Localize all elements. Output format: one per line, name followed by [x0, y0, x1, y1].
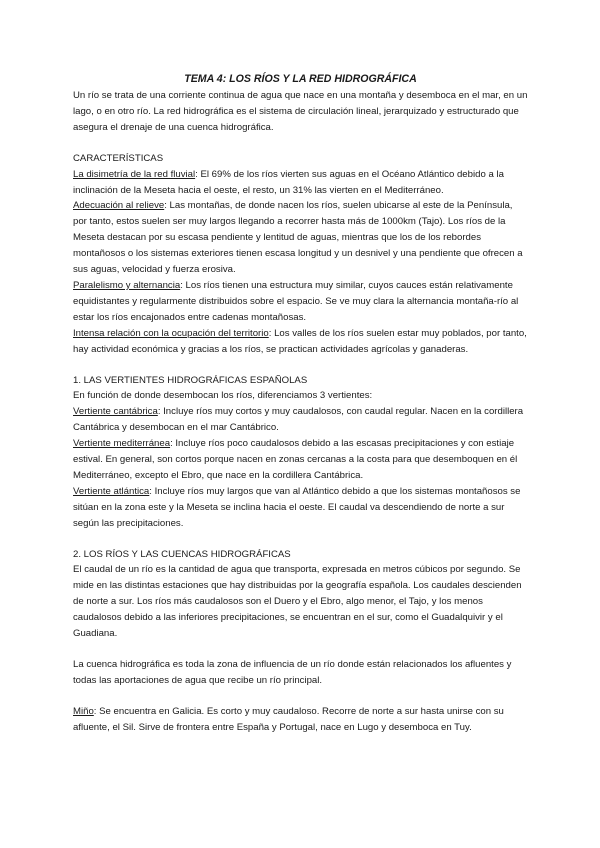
caracteristicas-heading: CARACTERÍSTICAS: [73, 152, 164, 164]
caudal-paragraph: El caudal de un río es la cantidad de agua que transporta, expresada en metros cúbicos por segundo. Se mide en las distintas estaciones que hay distribuidas por la geografía española. Los caudales descienden de norte a sur. Los ríos más caudalosos son el Duero y el Ebro, algo menor, el Tajo, y los menos caudalosos debido a las inferiores precipitaciones, se encuentran en el sur, como el Guadalquivir y el Guadiana.: [73, 564, 522, 640]
caracteristica-item: [73, 278, 528, 326]
caracteristica-label: Paralelismo y alternancia: [73, 279, 181, 291]
vertientes-heading: 1. LAS VERTIENTES HIDROGRÁFICAS ESPAÑOLAS: [73, 374, 308, 386]
vertiente-text: : Incluye ríos muy largos que van al Atlántico debido a que los sistemas montañosos se sitúan en la zona este y la Meseta se inclina hacia el oeste. El caudal va descendiendo de norte a sur según las precipitaciones.: [73, 485, 521, 529]
vertiente-text: : Incluye ríos poco caudalosos debido a las escasas precipitaciones y con estiaje estival. En general, son cortos porque nacen en zonas cercanas a la costa para que desemboquen en él Mediterráneo, excepto el Ebro, que nace en la cordillera Cantábrica.: [73, 438, 518, 481]
vertiente-label: Vertiente atlántica: [73, 485, 150, 497]
caracteristica-label: Adecuación al relieve: [73, 200, 165, 212]
mino-paragraph: [73, 704, 528, 736]
caracteristica-label: Intensa relación con la ocupación del territorio: [73, 327, 269, 339]
vertiente-label: Vertiente cantábrica: [73, 406, 158, 418]
page-title: TEMA 4: LOS RÍOS Y LA RED HIDROGRÁFICA: [184, 73, 417, 85]
caracteristica-text: : Los valles de los ríos suelen estar muy poblados, por tanto, hay actividad económica y gracias a los ríos, se practican actividades agrícolas y ganaderas.: [73, 327, 527, 355]
cuenca-paragraph: La cuenca hidrográfica es toda la zona de influencia de un río donde están relacionados los afluentes y todas las aportaciones de agua que recibe un río principal.: [73, 659, 512, 686]
caracteristica-item: [73, 198, 528, 278]
caracteristica-text: : El 69% de los ríos vierten sus aguas en el Océano Atlántico debido a la inclinación de la Meseta hacia el oeste, el resto, un 31% las vierten en el Mediterráneo.: [73, 168, 504, 196]
mino-label: Miño: [73, 705, 94, 717]
vertiente-item: [73, 404, 528, 436]
vertiente-item: [73, 436, 528, 484]
vertiente-item: [73, 484, 528, 532]
intro-paragraph: Un río se trata de una corriente continua de agua que nace en una montaña y desemboca en el mar, en un lago, o en otro río. La red hidrográfica es el sistema de circulación lineal, jerarquizado y estructurado que asegura el drenaje de una cuenca hidrográfica.: [73, 90, 528, 133]
vertiente-label: Vertiente mediterránea: [73, 438, 171, 450]
rios-heading: 2. LOS RÍOS Y LAS CUENCAS HIDROGRÁFICAS: [73, 548, 291, 560]
vertientes-intro: En función de donde desembocan los ríos, diferenciamos 3 vertientes:: [73, 390, 373, 402]
caracteristica-label: La disimetría de la red fluvial: [73, 168, 196, 180]
caracteristica-text: : Los ríos tienen una estructura muy similar, cuyos cauces están relativamente equidistantes y regularmente distribuidos sobre el espacio. Se ve muy clara la alternancia montaña-río al estar los ríos encajonados entre cadenas montañosas.: [73, 279, 519, 323]
caracteristica-item: [73, 326, 528, 358]
vertiente-text: : Incluye ríos muy cortos y muy caudalosos, con caudal regular. Nacen en la cordillera Cantábrica y desembocan en el mar Cantábrico.: [73, 406, 524, 434]
caracteristica-text: : Las montañas, de donde nacen los ríos, suelen ubicarse al este de la Península, por tanto, estos suelen ser muy largos llegando a recorrer hasta más de 1000km (Tajo). Los ríos de la Meseta destacan por su escasa pendiente y lentitud de aguas, mientras que los de los rebordes montañosos o los sistemas exteriores tienen escasa longitud y un desnivel y una pendiente que ofrecen a sus aguas, velocidad y fuerza erosiva.: [73, 200, 523, 276]
mino-text: : Se encuentra en Galicia. Es corto y muy caudaloso. Recorre de norte a sur hasta unirse con su afluente, el Sil. Sirve de frontera entre España y Portugal, nace en Lugo y desemboca en Tuy.: [73, 705, 504, 733]
caracteristica-item: [73, 167, 528, 199]
